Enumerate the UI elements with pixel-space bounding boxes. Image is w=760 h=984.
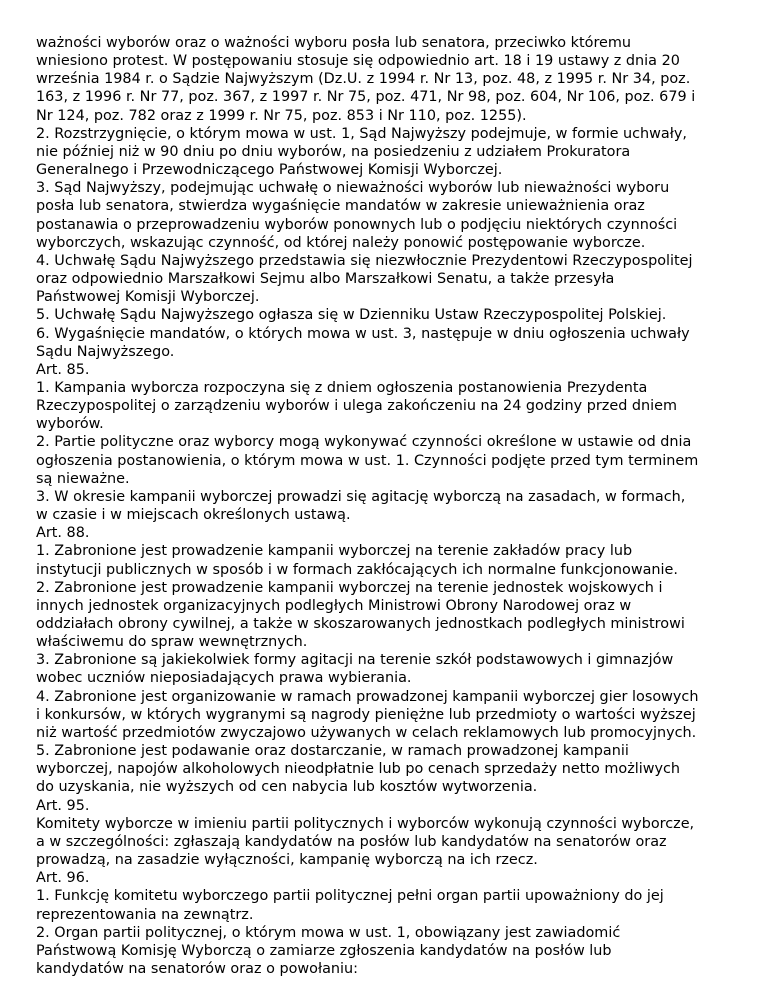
text-line: posła lub senatora, stwierdza wygaśnięcie mandatów w zakresie unieważnienia oraz [36,198,645,215]
text-line: w czasie i w miejscach określonych ustawą. [36,507,351,524]
text-line: właściwemu do spraw wewnętrznych. [36,634,308,651]
text-line: Państwową Komisję Wyborczą o zamiarze zgłoszenia kandydatów na posłów lub [36,942,612,959]
text-line: 6. Wygaśnięcie mandatów, o których mowa w ust. 3, następuje w dniu ogłoszenia uchwały [36,325,690,342]
text-line: 3. Zabronione są jakiekolwiek formy agitacji na terenie szkół podstawowych i gimnazjów [36,652,674,669]
text-line: 4. Zabronione jest organizowanie w ramach prowadzonej kampanii wyborczej gier losowych [36,688,699,705]
text-line: i konkursów, w których wygranymi są nagrody pieniężne lub przedmioty o wartości wyższej [36,706,696,723]
text-line: ważności wyborów oraz o ważności wyboru posła lub senatora, przeciwko któremu [36,35,632,51]
text-line: 5. Uchwałę Sądu Najwyższego ogłasza się w Dzienniku Ustaw Rzeczypospolitej Polskiej. [36,307,667,324]
text-line: do uzyskania, nie wyższych od cen nabycia lub kosztów wytworzenia. [36,779,538,796]
text-line: 5. Zabronione jest podawanie oraz dostarczanie, w ramach prowadzonej kampanii [36,743,629,760]
text-line: reprezentowania na zewnątrz. [36,906,254,923]
text-line: Generalnego i Przewodniczącego Państwowej Komisji Wyborczej. [36,162,503,179]
text-line: są nieważne. [36,470,130,487]
text-line: innych jednostek organizacyjnych podległych Ministrowi Obrony Narodowej oraz w [36,597,632,614]
text-line: Art. 85. [36,361,90,378]
text-line: wyborczych, wskazując czynność, od której należy ponowić postępowanie wyborcze. [36,234,646,251]
text-line: Rzeczypospolitej o zarządzeniu wyborów i ulega zakończeniu na 24 godziny przed dniem [36,398,678,415]
text-line: 2. Partie polityczne oraz wyborcy mogą wykonywać czynności określone w ustawie od dnia [36,434,692,451]
text-line: 1. Kampania wyborcza rozpoczyna się z dniem ogłoszenia postanowienia Prezydenta [36,379,648,396]
document-text [36,34,740,978]
text-line: kandydatów na senatorów oraz o powołaniu: [36,960,358,977]
text-line: Sądu Najwyższego. [36,343,175,360]
text-line: 4. Uchwałę Sądu Najwyższego przedstawia się niezwłocznie Prezydentowi Rzeczypospolitej [36,252,693,269]
text-line: Nr 124, poz. 782 oraz z 1999 r. Nr 75, poz. 853 i Nr 110, poz. 1255). [36,107,527,124]
text-line: 2. Zabronione jest prowadzenie kampanii wyborczej na terenie jednostek wojskowych i [36,579,663,596]
text-line: 3. Sąd Najwyższy, podejmując uchwałę o nieważności wyborów lub nieważności wyboru [36,180,670,197]
text-line: wobec uczniów nieposiadających prawa wybierania. [36,670,412,687]
text-line: wyborów. [36,416,104,433]
text-line: wniesiono protest. W postępowaniu stosuje się odpowiednio art. 18 i 19 ustawy z dnia 20 [36,53,680,70]
text-line: Komitety wyborcze w imieniu partii politycznych i wyborców wykonują czynności wyborcze, [36,815,695,832]
text-line: 3. W okresie kampanii wyborczej prowadzi się agitację wyborczą na zasadach, w formach, [36,488,686,505]
text-line: Art. 96. [36,870,90,887]
text-line: Państwowej Komisji Wyborczej. [36,289,260,306]
text-line: oddziałach obrony cywilnej, a także w skoszarowanych jednostkach podległych ministrowi [36,616,685,632]
text-line: Art. 95. [36,797,90,814]
text-line: 1. Zabronione jest prowadzenie kampanii wyborczej na terenie zakładów pracy lub [36,543,633,560]
text-line: 163, z 1996 r. Nr 77, poz. 367, z 1997 r. Nr 75, poz. 471, Nr 98, poz. 604, Nr 106, poz. 679 i [36,89,696,106]
text-line: niż wartość przedmiotów zwyczajowo używanych w celach reklamowych lub promocyjnych. [36,724,697,741]
text-line: oraz odpowiednio Marszałkowi Sejmu albo Marszałkowi Senatu, a także przesyła [36,271,615,288]
text-line: września 1984 r. o Sądzie Najwyższym (Dz.U. z 1994 r. Nr 13, poz. 48, z 1995 r. Nr 34, poz. [36,71,691,88]
text-line: a w szczególności: zgłaszają kandydatów na posłów lub kandydatów na senatorów oraz [36,833,667,850]
text-line: prowadzą, na zasadzie wyłączności, kampanię wyborczą na ich rzecz. [36,852,538,869]
text-line: ogłoszenia postanowienia, o którym mowa w ust. 1. Czynności podjęte przed tym terminem [36,452,699,469]
text-line: 2. Rozstrzygnięcie, o którym mowa w ust. 1, Sąd Najwyższy podejmuje, w formie uchwały, [36,125,687,142]
text-line: Art. 88. [36,525,90,542]
text-line: 1. Funkcję komitetu wyborczego partii politycznej pełni organ partii upoważniony do jej [36,888,664,905]
text-line: postanawia o przeprowadzeniu wyborów ponownych lub o podjęciu niektórych czynności [36,216,678,233]
text-line: 2. Organ partii politycznej, o którym mowa w ust. 1, obowiązany jest zawiadomić [36,924,621,941]
text-line: wyborczej, napojów alkoholowych nieodpłatnie lub po cenach sprzedaży netto możliwych [36,761,681,778]
text-line: instytucji publicznych w sposób i w formach zakłócających ich normalne funkcjonowanie. [36,561,678,578]
text-line: nie później niż w 90 dniu po dniu wyborów, na posiedzeniu z udziałem Prokuratora [36,143,631,160]
